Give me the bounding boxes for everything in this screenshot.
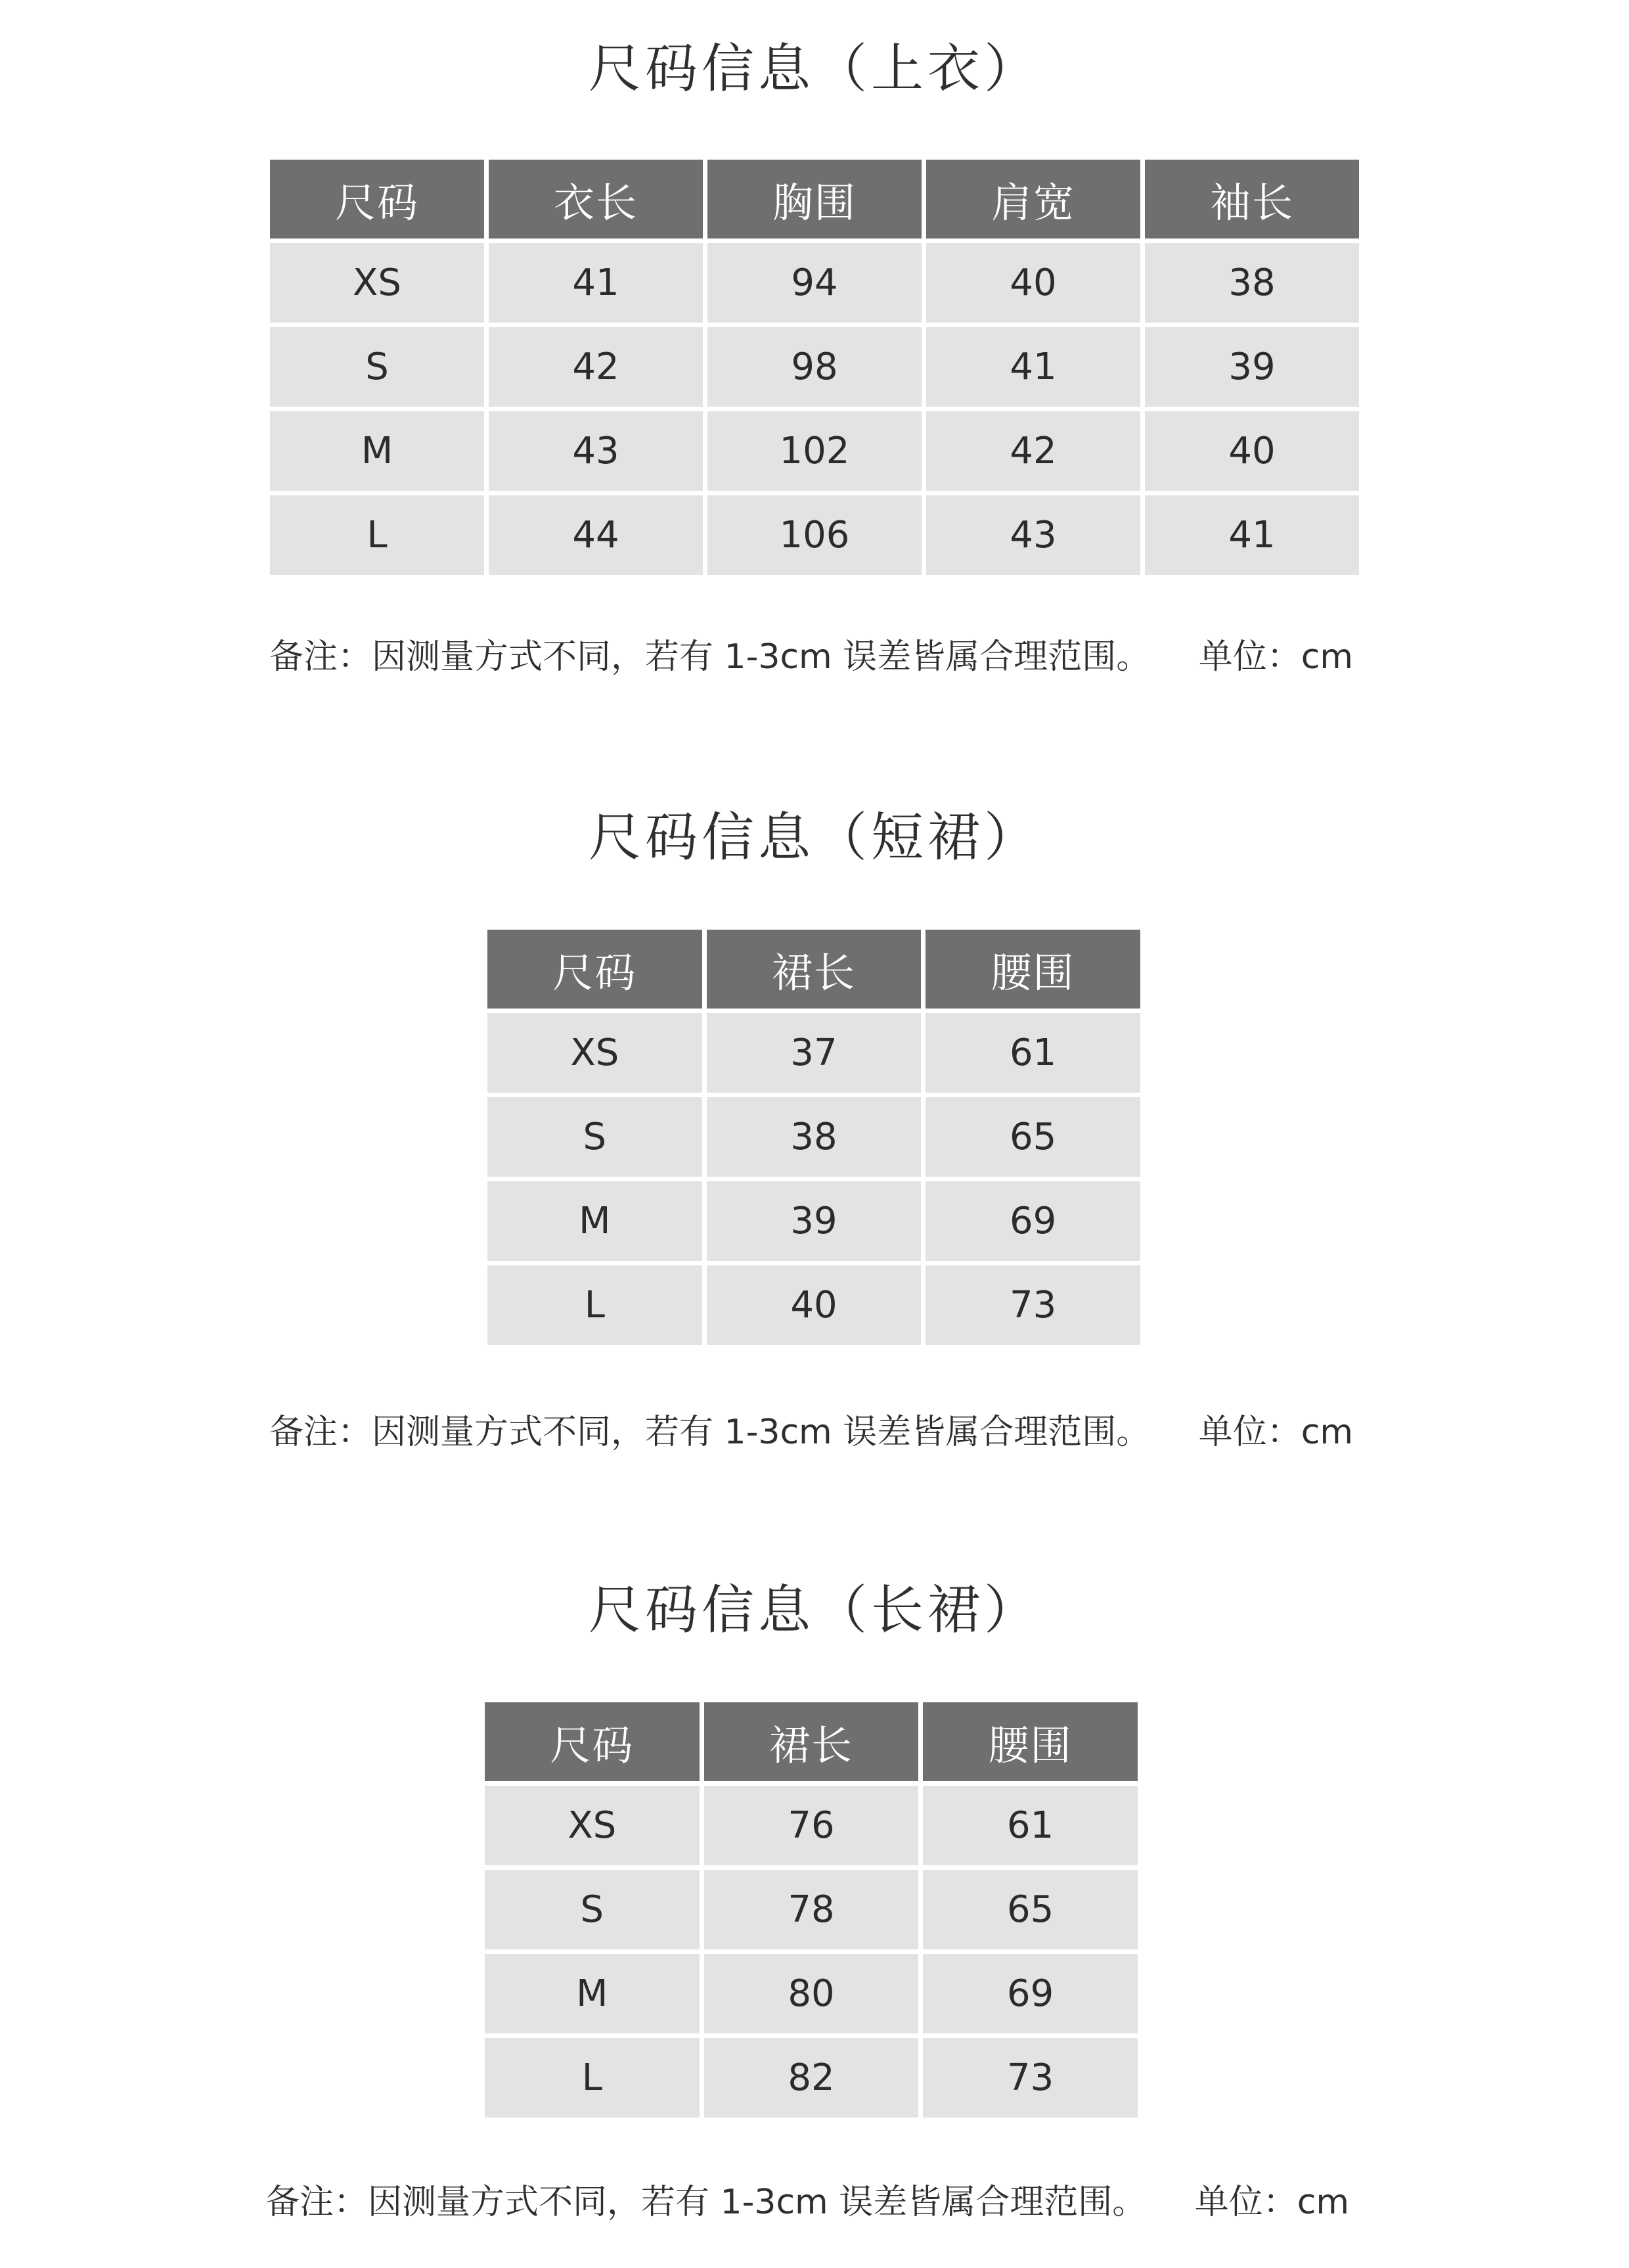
table-cell: 40 (707, 1265, 922, 1345)
header-cell: 衣长 (489, 160, 703, 238)
table-row (485, 1954, 1138, 2033)
table-cell: S (270, 327, 484, 407)
table-cell: 69 (923, 1954, 1138, 2033)
table-cell: 61 (923, 1786, 1138, 1865)
table-row (485, 1786, 1138, 1865)
table-cell: 61 (926, 1013, 1140, 1093)
table-cell: 41 (1145, 495, 1359, 575)
unit-text: 单位：cm (1198, 637, 1353, 677)
measurement-note (269, 1406, 1353, 1459)
table-row (270, 327, 1359, 407)
table-cell: L (487, 1265, 702, 1345)
section-title: 尺码信息（上衣） (589, 38, 1040, 99)
size-table (483, 925, 1145, 1349)
table-cell: 78 (704, 1870, 919, 1949)
table-cell: 73 (923, 2038, 1138, 2118)
header-cell: 腰围 (923, 1702, 1138, 1781)
table-cell: 65 (926, 1097, 1140, 1177)
measurement-note (265, 2176, 1349, 2229)
header-cell: 尺码 (270, 160, 484, 238)
table-row (487, 1265, 1140, 1345)
table-cell: S (487, 1097, 702, 1177)
table-row (487, 1013, 1140, 1093)
table-cell: 42 (489, 327, 703, 407)
table-cell: 37 (707, 1013, 922, 1093)
table-cell: 44 (489, 495, 703, 575)
table-cell: M (485, 1954, 700, 2033)
unit-text: 单位：cm (1194, 2183, 1349, 2222)
table-cell: 42 (926, 411, 1140, 491)
header-cell: 裙长 (704, 1702, 919, 1781)
table-cell: XS (485, 1786, 700, 1865)
section-title: 尺码信息（短裙） (589, 807, 1040, 868)
header-cell: 胸围 (707, 160, 922, 238)
header-cell: 尺码 (485, 1702, 700, 1781)
header-cell: 裙长 (707, 930, 922, 1009)
table-cell: 41 (489, 243, 703, 323)
section-title: 尺码信息（长裙） (589, 1579, 1040, 1641)
table-row (485, 2038, 1138, 2118)
table-cell: 80 (704, 1954, 919, 2033)
table-cell: XS (487, 1013, 702, 1093)
table-cell: 65 (923, 1870, 1138, 1949)
table-cell: XS (270, 243, 484, 323)
table-cell: 98 (707, 327, 922, 407)
table-row (485, 1870, 1138, 1949)
table-cell: 94 (707, 243, 922, 323)
table-cell: 43 (489, 411, 703, 491)
table-cell: 102 (707, 411, 922, 491)
header-cell: 腰围 (926, 930, 1140, 1009)
table-cell: 69 (926, 1181, 1140, 1261)
table-cell: L (270, 495, 484, 575)
header-cell: 袖长 (1145, 160, 1359, 238)
table-cell: 41 (926, 327, 1140, 407)
table-row (270, 411, 1359, 491)
unit-text: 单位：cm (1198, 1413, 1353, 1452)
table-cell: 38 (1145, 243, 1359, 323)
table-cell: 38 (707, 1097, 922, 1177)
note-text: 备注：因测量方式不同，若有 1-3cm 误差皆属合理范围。 (269, 1413, 1151, 1452)
size-table (480, 1698, 1142, 2122)
header-cell: 尺码 (487, 930, 702, 1009)
table-row (270, 495, 1359, 575)
table-cell: 73 (926, 1265, 1140, 1345)
table-cell: 106 (707, 495, 922, 575)
table-header-row (270, 160, 1359, 238)
table-cell: 43 (926, 495, 1140, 575)
measurement-note (269, 631, 1353, 683)
size-table (265, 155, 1364, 579)
table-cell: 39 (707, 1181, 922, 1261)
note-text: 备注：因测量方式不同，若有 1-3cm 误差皆属合理范围。 (269, 637, 1151, 677)
table-header-row (485, 1702, 1138, 1781)
table-cell: 39 (1145, 327, 1359, 407)
table-cell: 40 (926, 243, 1140, 323)
table-cell: 76 (704, 1786, 919, 1865)
table-row (487, 1181, 1140, 1261)
table-cell: M (270, 411, 484, 491)
table-cell: 82 (704, 2038, 919, 2118)
table-header-row (487, 930, 1140, 1009)
table-cell: S (485, 1870, 700, 1949)
table-cell: L (485, 2038, 700, 2118)
table-row (270, 243, 1359, 323)
header-cell: 肩宽 (926, 160, 1140, 238)
table-cell: 40 (1145, 411, 1359, 491)
table-cell: M (487, 1181, 702, 1261)
note-text: 备注：因测量方式不同，若有 1-3cm 误差皆属合理范围。 (265, 2183, 1147, 2222)
table-row (487, 1097, 1140, 1177)
